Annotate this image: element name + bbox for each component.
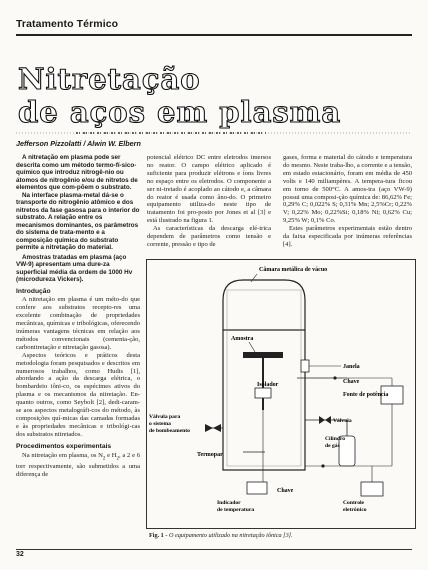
intro-heading: Introdução [16,287,51,295]
gas-valve [319,416,331,424]
intro-paragraph: A nitretação em plasma é um méto-do que confere aos substratos recepto-res uma excelente combinação de propriedades mecânicas, químicas e tribológicas, oferecendo inúmeras vantagens técnicas em relação aos métodos convencionais (cementa-ção, carbonitretação e nitretação gasosa). [16,296,140,351]
figure-1-frame [146,259,416,529]
header-rule [16,34,412,36]
body-paragraph: gases, forma e material do cátodo e temperatura do mesmo. Neste traba-lho, a corrente e a tensão, em estado estacionário, foram em média de 450 volts e 140 miliampères. A tempera-tura ficou em torno de 500°C. A amos-tra (aço VW-9) possui uma composi-ção química de: 86,62% Fe; 0,29% C; 0,022% S; 0,31% Mn; 2,5%Cr; 0,22% V; 0,22% Mo; 0,22%Si; 0,18% Ni; 0,62% Cu; 9,25% W; 0,1% Co. [283,154,412,225]
label-amostra: Amostra [231,336,254,342]
pump-valve [205,424,221,432]
label-camara: Câmara metálica de vácuo [259,267,328,273]
label-termopar: Termopar [197,452,223,458]
body-paragraph: potencial elétrico DC entre eletrodos imersos no reator. O campo elétrico aplicado é suficiente para produzir elétrons e íons livres no espaço entre os eletrodos. O componente a ser ni-tretado é acoplado ao cátodo e, a câmara do reator é usada como âno-do. O primeiro equipamento utiliza-do neste tipo de tratamento foi pro-posto por Jones et al [3] e está ilustrado na figura 1. [147,154,271,225]
article-title-line2: de aços em plasma [18,95,342,129]
label-cilindro-2: de gás [325,443,340,449]
label-controle-2: eletrônico [343,507,367,513]
procedures-paragraph: Na nitretação em plasma, os $N_2$ e $H_2$, a 2 e 6 torr respectivamente, são submetidos a uma diferença de [16,451,140,478]
label-indicador: Indicador [217,500,241,506]
label-valvula-right: Válvula [333,418,352,424]
lead-paragraph: Amostras tratadas em plasma (aço VW-9) apresentam uma dure-za superficial média da ordem de 1000 Hv (microdureza Vickers). [16,253,133,283]
label-chave-top: Chave [343,379,360,385]
window [301,360,309,372]
intro-paragraph: Aspectos teóricos e práticos desta metodologia foram pesquisados e descritos em numerosos trabalhos, como Hudis [1], abordando a ação da descarga elétrica, o bombardeio iôni-co, os espécimes ativos do plasma e os mecanismos da nitretação. En-quanto outros, como Seybolt [2], dedi-caram-se aos aspectos metalográfi-cos do método, às composições quí-micas das camadas formadas e às propriedades mecânicas e tribológi-cas dos substratos nitretados. [16,351,140,438]
page-number: 32 [16,551,24,558]
footer-rule [16,549,412,550]
column-2 [147,154,271,249]
temperature-indicator [247,482,267,494]
lead-paragraph: A nitretação em plasma pode ser descrita como um método termo-fí-sico-químico que introduz nitrogê-nio ou átomos de nitrogênio e/ou de nitretos de elementos que com-põem o substrato. [16,154,138,191]
authors: Jefferson Pizzolatti / Alwin W. Elbern [16,139,141,148]
lead-abstract [16,154,140,284]
label-indicador-2: de temperatura [217,507,255,513]
column-1 [16,154,140,479]
procedures-heading: Procedimentos experimentais [16,442,112,450]
figure-caption: Fig. 1 - O equipamento utilizado na nitretação iônica [3]. [149,532,293,539]
label-janela: Janela [343,364,360,370]
label-fonte: Fonte de potência [343,392,389,398]
label-valvula-left-2: o sistema [149,421,171,427]
lead-paragraph: Na interface plasma-metal dá-se o transporte do nitrogênio atômico e dos nitretos da fase gasosa para o interior do substrato. A relação entre os mecanismos dominantes, os parâmetros do sistema de trata-mento e a composição química do substrato permite a nitretação do material. [16,191,140,251]
label-valvula-left-3: de bombeamento [149,428,190,434]
electronic-control [361,482,383,496]
label-cilindro: Cilindro [325,436,346,442]
label-isolador: Isolador [257,382,279,388]
sample [243,352,283,358]
body-paragraph: Estes parâmetros experimentais estão dentro da faixa especificada por inúmeras referências [4]. [283,225,412,248]
article-title-line1: Nitretação [18,62,201,96]
chamber-dome [223,280,305,330]
column-3 [283,154,412,249]
insulator [255,388,271,398]
label-valvula-left: Válvula para [149,414,181,420]
plasma-nitriding-equipment-diagram [147,260,415,528]
label-controle: Controle [343,500,365,506]
body-paragraph: As características da descarga elé-trica dependem de parâmetros como tensão e corrente, pressão e tipo de [147,225,271,248]
label-chave-bottom: Chave [277,488,294,494]
section-label: Tratamento Térmico [16,18,119,30]
title-underline-decoration [16,130,412,136]
